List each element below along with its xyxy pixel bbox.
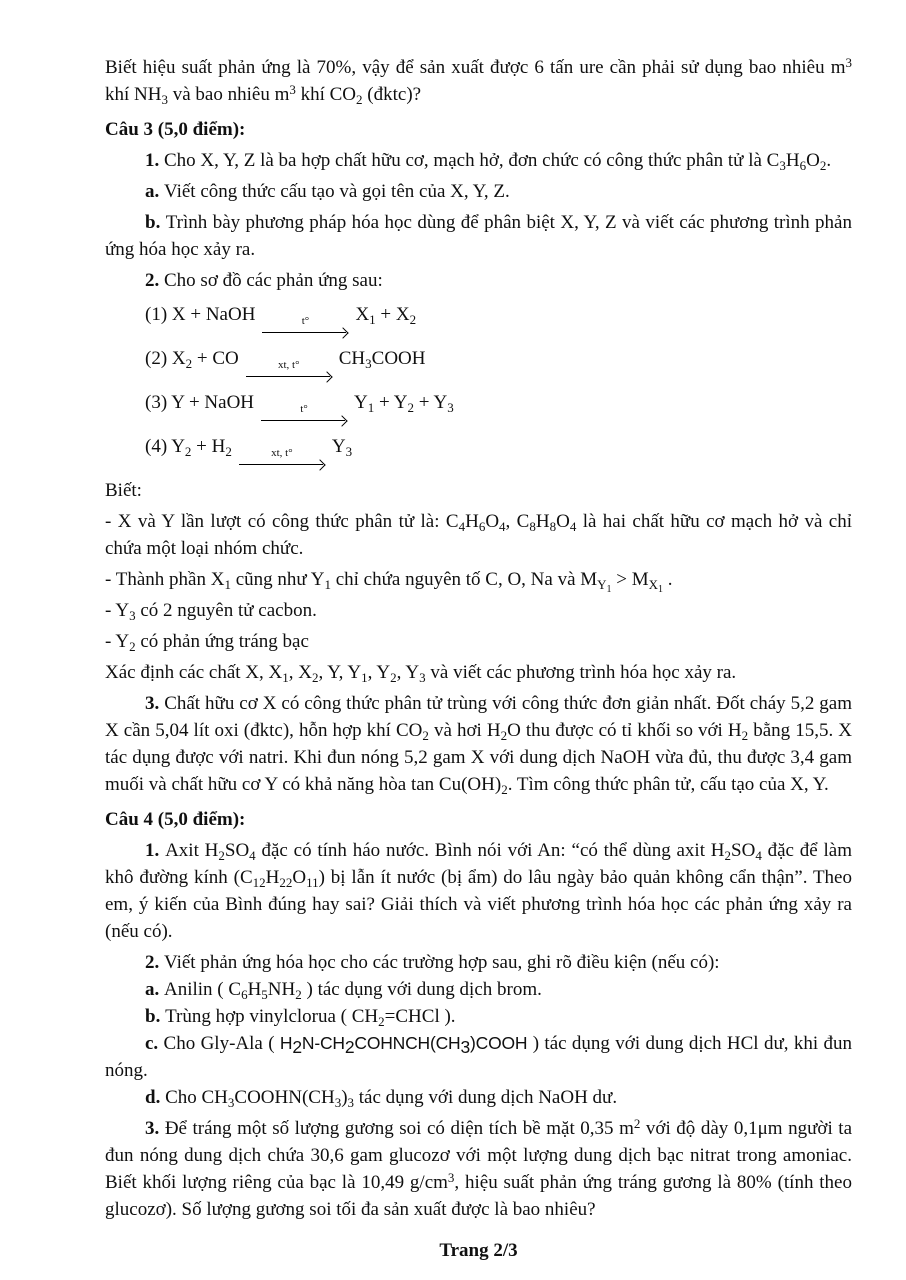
arrow-shaft <box>239 459 325 470</box>
text-run: Để tráng một số lượng gương soi có diện tích bề mặt 0,35 m <box>164 1118 634 1139</box>
text-run: ) <box>341 1087 348 1108</box>
text-run: =CHCl ). <box>384 1006 456 1027</box>
text-run: Chất hữu cơ X có công thức phân tử trùng với công thức đơn giản nhất. Đốt cháy 5,2 gam X cần 5,04 lít oxi (đktc), hỗn hợp khí CO <box>105 693 852 741</box>
equation-3 <box>145 389 852 426</box>
arrow-shaft <box>261 415 347 426</box>
text-run: Y <box>354 392 368 413</box>
text-run: + CO <box>192 348 239 369</box>
text-run: . <box>826 150 832 171</box>
text-run: COHNCH(CH <box>354 1033 461 1053</box>
text-run: 2 <box>129 639 136 654</box>
text-run: Trùng hợp vinylclorua ( CH <box>165 1006 379 1027</box>
text-run: Axit H <box>165 840 219 861</box>
text-run: khí NH <box>105 84 162 105</box>
text-run: COOH <box>371 348 426 369</box>
text-run: (4) Y <box>145 436 185 457</box>
text-run: có phản ứng tráng bạc <box>135 631 309 652</box>
text-run: O thu được có tỉ khối so với H <box>507 720 742 741</box>
text-run: CH <box>338 348 366 369</box>
text-run: Biết hiệu suất phản ứng là 70%, vậy để sản xuất được 6 tấn ure cần phải sử dụng bao nhiêu m <box>105 57 846 78</box>
text-run: H <box>279 1033 293 1053</box>
arrow-shaft <box>262 327 348 338</box>
text-run: 2 <box>185 356 193 371</box>
text-run: O <box>806 150 820 171</box>
text-run: khí CO <box>295 84 357 105</box>
text-run: bằng 15,5. X tác dụng được với natri. Khi đun nóng 5,2 gam X với dung dịch NaOH vừa đủ, thu được 3,4 gam muối và chất hữu cơ Y có khả năng hòa tan Cu(OH) <box>105 720 852 795</box>
text-run: O <box>485 511 500 532</box>
text-run: Y <box>597 577 607 592</box>
text-run: (1) X + NaOH <box>145 304 256 325</box>
text-run: và viết các phương trình hóa học xảy ra. <box>425 662 737 683</box>
text-run: (đktc)? <box>362 84 422 105</box>
reaction-arrow-icon <box>246 360 332 382</box>
text-run: 2 <box>218 848 225 863</box>
text-run: 1 <box>282 670 289 685</box>
text-run: 2 <box>741 728 749 743</box>
item-4-2b <box>105 1003 852 1030</box>
text-run: b. <box>145 1006 166 1027</box>
heading-cau-3 <box>105 116 852 143</box>
text-run: 6 <box>799 158 807 173</box>
text-run: 2 <box>295 987 302 1002</box>
text-run: 11 <box>306 875 319 890</box>
text-run: 3 <box>345 444 353 459</box>
text-run: 2 <box>292 1037 302 1057</box>
text-run: COOHN(CH <box>234 1087 335 1108</box>
equation-4 <box>145 433 852 470</box>
text-run: - Y <box>105 631 130 652</box>
text-run: Anilin ( C <box>164 979 242 1000</box>
text-run: Cho Gly-Ala ( <box>163 1033 280 1054</box>
text-run: c. <box>145 1033 164 1054</box>
note-x-y-formulas <box>105 508 852 562</box>
text-run: 2 <box>500 728 508 743</box>
text-run: H <box>247 979 262 1000</box>
text-run: 2 <box>633 1116 641 1131</box>
text-run: . <box>663 569 673 590</box>
text-run: 3 <box>419 670 426 685</box>
text-run: 3 <box>845 55 852 70</box>
text-run: 1. <box>145 150 164 171</box>
reaction-condition-label: t° <box>301 315 310 327</box>
text-run: 3 <box>460 1037 471 1057</box>
text-run: 2 <box>356 92 363 107</box>
text-run: 8 <box>549 519 557 534</box>
text-run: 2. <box>145 270 164 291</box>
text-run: Cho CH <box>165 1087 228 1108</box>
reaction-arrow-icon <box>261 404 347 426</box>
text-run: 2 <box>422 728 429 743</box>
text-run: ) tác dụng với dung dịch HCl dư, khi đun nóng. <box>105 1033 852 1081</box>
text-run: 2 <box>312 670 319 685</box>
text-run: 1 <box>224 577 231 592</box>
text-run: 3 <box>447 1170 455 1185</box>
text-run: H <box>465 511 479 532</box>
text-run: Câu 4 (5,0 điểm): <box>105 809 246 830</box>
reaction-condition-label: xt, t° <box>277 359 300 371</box>
text-run: là hai chất hữu cơ mạch hở và chỉ chứa một loại nhóm chức. <box>105 511 852 559</box>
text-run: , Y, Y <box>318 662 362 683</box>
text-run: 3 <box>365 356 372 371</box>
item-3-3 <box>105 690 852 798</box>
reaction-arrow-icon <box>239 448 325 470</box>
item-3-2 <box>105 267 852 294</box>
text-run: 4 <box>499 519 506 534</box>
text-run: - Thành phần X <box>105 569 225 590</box>
text-run: + H <box>191 436 226 457</box>
item-4-2d <box>105 1084 852 1111</box>
text-run: O <box>292 867 307 888</box>
text-run: Cho X, Y, Z là ba hợp chất hữu cơ, mạch hở, đơn chức có công thức phân tử là C <box>164 150 780 171</box>
text-run: có 2 nguyên tử cacbon. <box>135 600 317 621</box>
text-run: 6 <box>241 987 248 1002</box>
text-run: , hiệu suất phản ứng tráng gương là 80% (tính theo glucozơ). Số lượng gương soi tối đa sản xuất được là bao nhiêu? <box>105 1172 852 1220</box>
text-run: Xác định các chất X, X <box>105 662 283 683</box>
item-4-2a <box>105 976 852 1003</box>
equation-2 <box>145 345 852 382</box>
text-run: Y <box>331 436 346 457</box>
text-run: 1 <box>324 577 331 592</box>
text-run: + Y <box>414 392 448 413</box>
item-3-1b <box>105 209 852 263</box>
text-run: 1 <box>361 670 368 685</box>
text-run: 2 <box>409 312 417 327</box>
text-run: 2 <box>724 848 732 863</box>
text-run: Viết phản ứng hóa học cho các trường hợp sau, ghi rõ điều kiện (nếu có): <box>164 952 720 973</box>
text-run: SO <box>731 840 756 861</box>
text-run: 12 <box>252 875 266 890</box>
reaction-condition-label: t° <box>300 403 308 415</box>
text-run: . Tìm công thức phân tử, cấu tạo của X, Y. <box>507 774 829 795</box>
text-run: 1. <box>145 840 166 861</box>
text-run: (3) Y + NaOH <box>145 392 255 413</box>
text-run: 3 <box>161 92 168 107</box>
text-run: 6 <box>478 519 486 534</box>
text-run: 4 <box>458 519 466 534</box>
text-run: 1 <box>367 400 375 415</box>
text-run: 3 <box>129 608 136 623</box>
text-run: 2 <box>344 1037 355 1057</box>
text-run: a. <box>145 181 164 202</box>
text-run: 2 <box>378 1014 385 1029</box>
note-x1-y1 <box>105 566 852 593</box>
text-run: H <box>265 867 280 888</box>
item-4-2 <box>105 949 852 976</box>
text-run: , Y <box>396 662 420 683</box>
text-run: H <box>535 511 550 532</box>
text-run: d. <box>145 1087 166 1108</box>
text-run: (2) X <box>145 348 186 369</box>
text-run: Viết công thức cấu tạo và gọi tên của X, Y, Z. <box>164 181 510 202</box>
text-run: NH <box>267 979 296 1000</box>
text-run: > M <box>611 569 649 590</box>
text-run: X <box>648 577 659 592</box>
arrow-shaft <box>246 371 332 382</box>
text-run: chỉ chứa nguyên tố C, O, Na và M <box>330 569 598 590</box>
para-ure-question <box>105 54 852 108</box>
text-run: , Y <box>367 662 391 683</box>
note-y3 <box>105 597 852 624</box>
item-3-1a <box>105 178 852 205</box>
text-run: 3 <box>334 1095 342 1110</box>
text-run: ) tác dụng với dung dịch brom. <box>301 979 542 1000</box>
line-biet <box>105 477 852 504</box>
text-run: 3 <box>347 1095 355 1110</box>
text-run: + X <box>375 304 410 325</box>
text-run: với độ dày 0,1μm người ta đun nóng dung dịch chứa 30,6 gam glucozơ với một lượng dung dịch bạc nitrat trong amoniac. Biết khối lượng riêng của bạc là 10,49 g/cm <box>105 1118 852 1193</box>
text-run: - X và Y lần lượt có công thức phân tử là: C <box>105 511 459 532</box>
text-run: tác dụng với dung dịch NaOH dư. <box>354 1087 618 1108</box>
text-run: 4 <box>755 848 762 863</box>
text-run: 1 <box>658 584 664 595</box>
text-run: 1 <box>369 312 376 327</box>
text-run: 5 <box>261 987 268 1002</box>
item-4-2c <box>105 1030 852 1084</box>
text-run: SO <box>224 840 250 861</box>
text-run: 3. <box>145 693 165 714</box>
text-run: 2 <box>390 670 397 685</box>
text-run: 2 <box>819 158 827 173</box>
text-run: b. <box>145 212 166 233</box>
reaction-condition-label: xt, t° <box>271 447 293 459</box>
text-run: cũng như Y <box>230 569 325 590</box>
text-run: và bao nhiêu m <box>167 84 290 105</box>
equation-1 <box>145 301 852 338</box>
text-run: 1 <box>606 584 612 595</box>
text-run: Câu 3 (5,0 điểm): <box>105 119 246 140</box>
text-run: X <box>355 304 370 325</box>
text-run: Cho sơ đồ các phản ứng sau: <box>164 270 383 291</box>
text-run: 4 <box>569 519 577 534</box>
text-run: và hơi H <box>428 720 501 741</box>
text-run: H <box>785 150 800 171</box>
text-run: 3 <box>779 158 786 173</box>
text-run: đặc có tính háo nước. Bình nói với An: “có thể dùng axit H <box>255 840 725 861</box>
item-4-1 <box>105 837 852 945</box>
text-run: 3 <box>447 400 454 415</box>
text-run: Trình bày phương pháp hóa học dùng để phân biệt X, Y, Z và viết các phương trình phản ứng hóa học xảy ra. <box>105 212 852 260</box>
text-run: 3. <box>145 1118 165 1139</box>
text-run: 8 <box>529 519 536 534</box>
text-run: 2 <box>501 782 508 797</box>
text-run: a. <box>145 979 164 1000</box>
text-run: đặc để làm khô đường kính (C <box>105 840 853 888</box>
text-run: 4 <box>249 848 256 863</box>
text-run: O <box>556 511 570 532</box>
document-body <box>105 54 852 1223</box>
text-run: 2. <box>145 952 164 973</box>
text-run: - Y <box>105 600 130 621</box>
text-run: , X <box>288 662 312 683</box>
text-run: N-CH <box>301 1033 345 1053</box>
page-number: Trang 2/3 <box>439 1240 518 1261</box>
reaction-arrow-icon <box>262 316 348 338</box>
text-run: )COOH <box>470 1033 528 1053</box>
para-xac-dinh <box>105 659 852 686</box>
heading-cau-4 <box>105 806 852 833</box>
text-run: , C <box>505 511 530 532</box>
text-run: 2 <box>407 400 414 415</box>
text-run: 22 <box>279 875 293 890</box>
text-run: Biết: <box>105 480 142 501</box>
text-run: 2 <box>184 444 192 459</box>
item-4-3 <box>105 1115 852 1223</box>
note-y2 <box>105 628 852 655</box>
text-run: 3 <box>289 82 296 97</box>
text-run: + Y <box>374 392 408 413</box>
item-3-1 <box>105 147 852 174</box>
text-run: 2 <box>225 444 232 459</box>
text-run: ) bị lẫn ít nước (bị ẩm) do lâu ngày bảo quản không cẩn thận”. Theo em, ý kiến của Bình đúng hay sai? Giải thích và viết phương trình hóa học các phản ứng xảy ra (nếu có). <box>105 867 852 942</box>
text-run: 3 <box>227 1095 235 1110</box>
